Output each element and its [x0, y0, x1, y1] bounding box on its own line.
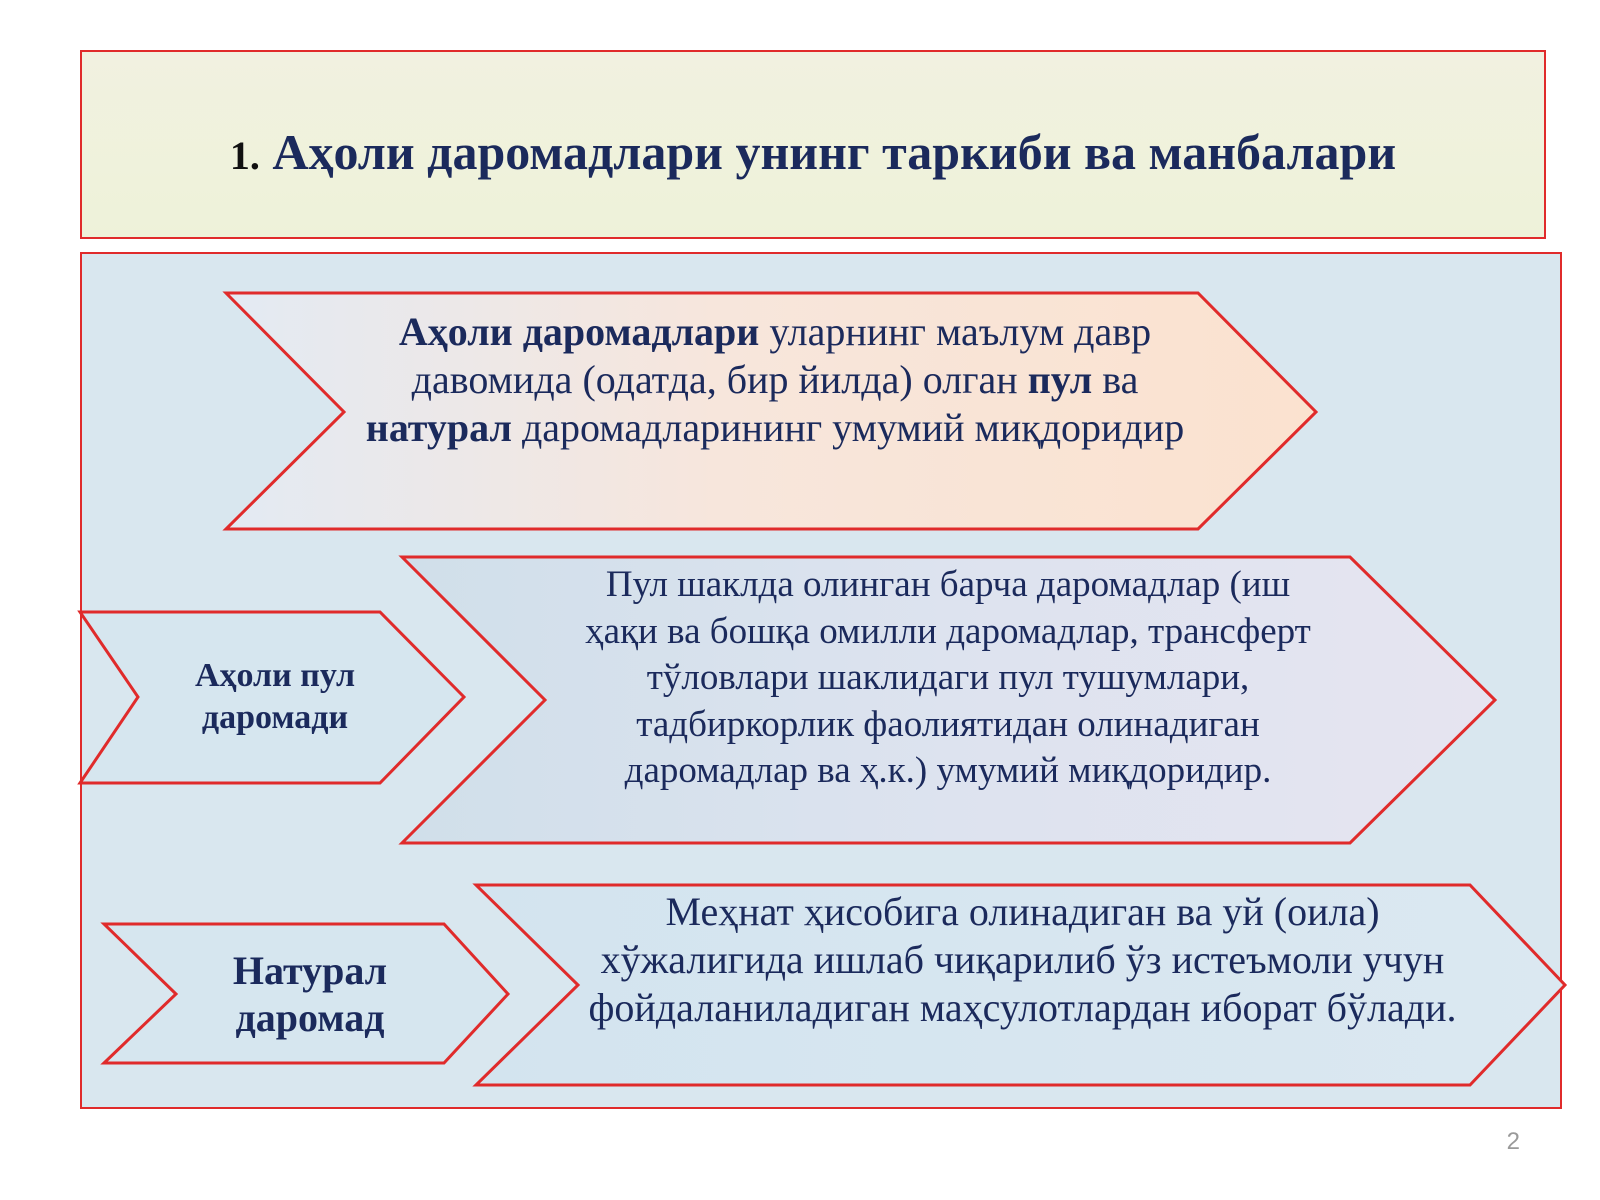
definition-lead: Аҳоли даромадлари — [398, 309, 760, 354]
definition-text: Аҳоли даромадлари уларнинг маълум давр давомида (одатда, бир йилда) олган пул ва натурал даромадларининг умумий миқдоридир — [365, 309, 1185, 450]
title-text: Аҳоли даромадлари унинг таркиби ва манбалари — [272, 124, 1397, 180]
money-income-label: Аҳоли пул даромади — [194, 657, 356, 736]
title-number: 1. — [229, 133, 260, 178]
page-number: 2 — [1506, 1128, 1520, 1155]
natural-income-description: Меҳнат ҳисобига олинадиган ва уй (оила) хўжалигида ишлаб чиқарилиб ўз истеъмоли учун фойдаланиладиган маҳсулотлардан иборат бўлади. — [588, 889, 1457, 1030]
natural-income-label: Натурал даромад — [232, 948, 388, 1040]
money-income-description: Пул шаклда олинган барча даромадлар (иш ҳақи ва бошқа омилли даромадлар, трансферт тўловлари шаклидаги пул тушумлари, тадбиркорлик фаолиятидан олинадиган даромадлар ва ҳ.к.) умумий миқдоридир. — [585, 564, 1311, 791]
